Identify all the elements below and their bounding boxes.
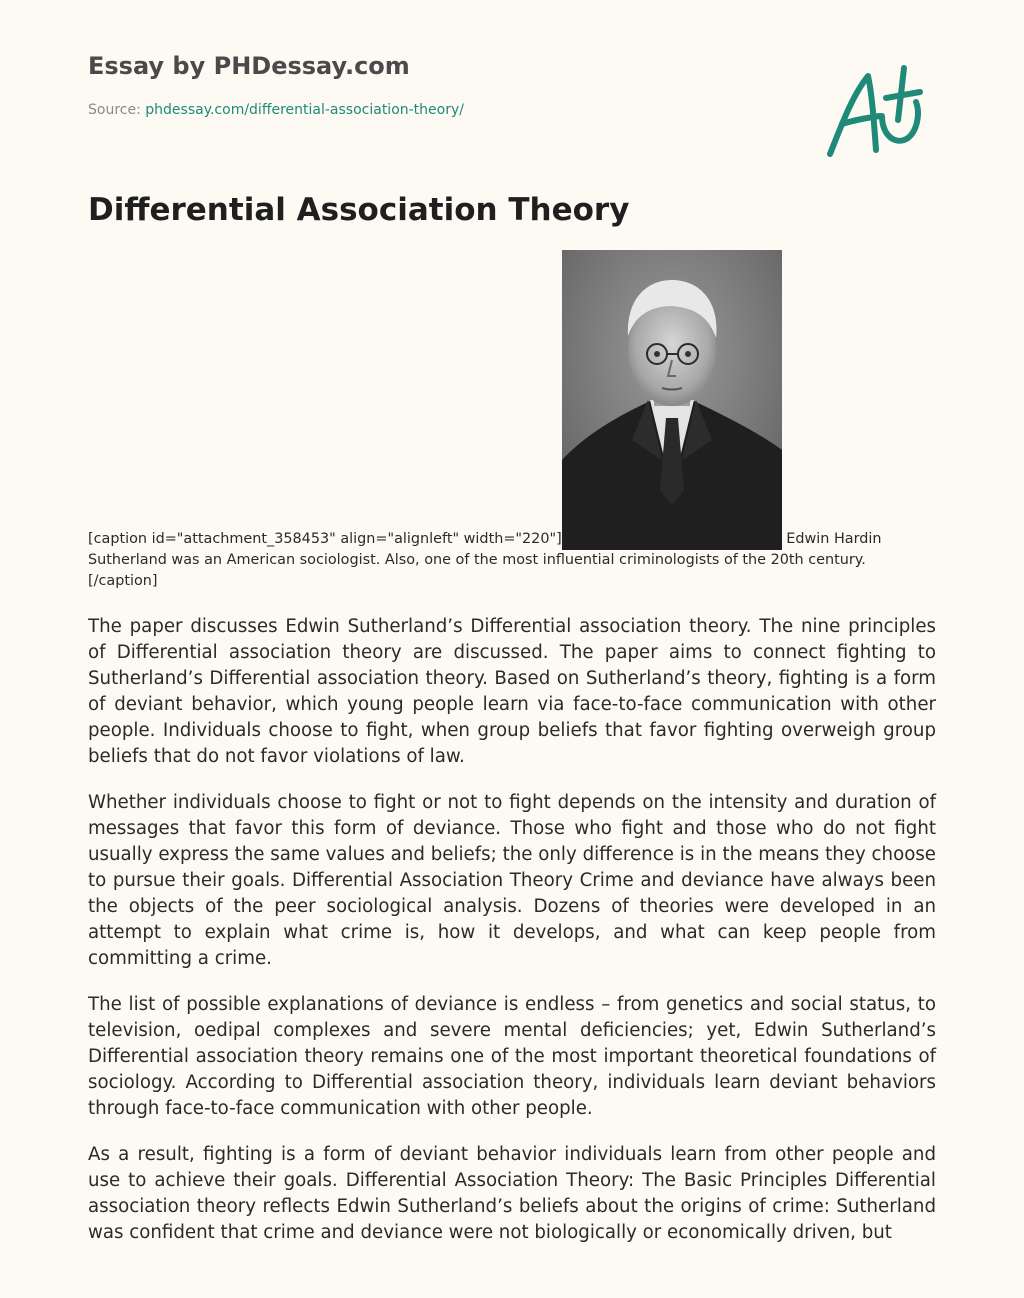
- source-link[interactable]: phdessay.com/differential-association-theory/: [145, 102, 464, 118]
- portrait-photo: [562, 250, 782, 550]
- document-title: Differential Association Theory: [88, 192, 630, 228]
- paragraph-3: The list of possible explanations of deviance is endless – from genetics and social status, to television, oedipal complexes and severe mental deficiencies; yet, Edwin Sutherland’s Differential association theory remains one of the most important theoretical foundations of sociology. According to Differential association theory, individuals learn deviant behaviors through face-to-face communication with other people.: [88, 994, 936, 1119]
- essay-content: [88, 250, 936, 1246]
- paragraph-1: The paper discusses Edwin Sutherland’s Differential association theory. The nine principles of Differential association theory are discussed. The paper aims to connect fighting to Sutherland’s Differential association theory. Based on Sutherland’s theory, fighting is a form of deviant behavior, which young people learn via face-to-face communication with other people. Individuals choose to fight, when group beliefs that favor fighting overweigh group beliefs that do not favor violations of law.: [88, 616, 936, 767]
- source-line: [88, 101, 464, 119]
- a-plus-logo-icon: [820, 64, 930, 164]
- source-label: Source:: [88, 102, 146, 118]
- caption-text: Edwin Hardin Sutherland was an American sociologist. Also, one of the most influential criminologists of the 20th century. [/caption]: [88, 531, 882, 589]
- image-caption: [88, 250, 936, 592]
- paragraph-2: Whether individuals choose to fight or not to fight depends on the intensity and duration of messages that favor this form of deviance. Those who fight and those who do not fight usually express the same values and beliefs; the only difference is in the means they choose to pursue their goals. Differential Association Theory Crime and deviance have always been the objects of the peer sociological analysis. Dozens of theories were developed in an attempt to explain what crime is, how it develops, and what can keep people from committing a crime.: [88, 792, 936, 969]
- paragraph-4: As a result, fighting is a form of deviant behavior individuals learn from other people and use to achieve their goals. Differential Association Theory: The Basic Principles Differential association theory reflects Edwin Sutherland’s beliefs about the origins of crime: Sutherland was confident that crime and deviance were not biologically or economically driven, but: [88, 1144, 936, 1243]
- site-title: Essay by PHDessay.com: [88, 52, 410, 80]
- caption-shortcode: [caption id="attachment_358453" align="alignleft" width="220"]: [88, 531, 562, 547]
